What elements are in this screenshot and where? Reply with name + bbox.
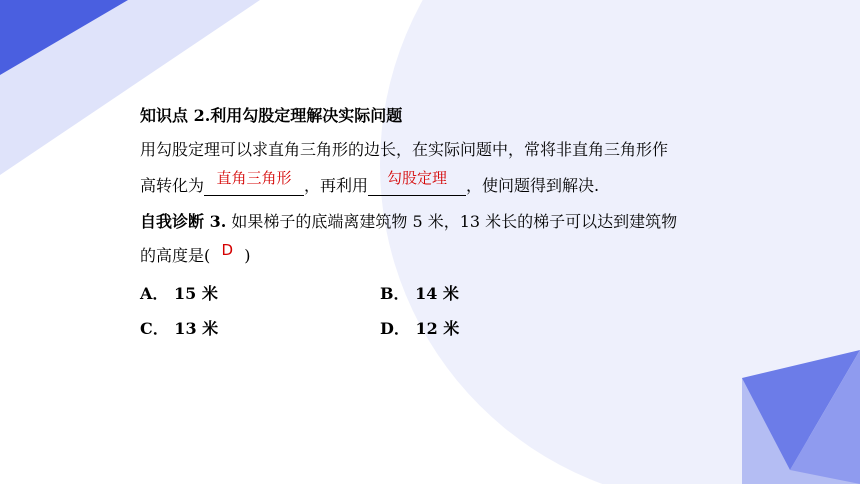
line2-suffix: ，使问题得到解决.: [466, 176, 600, 195]
option-a: A． 15 米: [140, 284, 218, 303]
question-label: 自我诊断 3.: [140, 212, 227, 231]
question-line2-prefix: 的高度是(: [140, 246, 211, 265]
paragraph-line-2: [140, 169, 600, 196]
question-line-1: [140, 212, 677, 232]
line2-mid: ，再利用: [304, 176, 369, 195]
line2-prefix: 高转化为: [140, 176, 205, 195]
option-d: D． 12 米: [380, 319, 460, 338]
blank2-answer: 勾股定理: [387, 169, 448, 187]
question-answer: D: [221, 241, 234, 259]
option-b: B． 14 米: [380, 284, 459, 303]
paragraph-line-1: 用勾股定理可以求直角三角形的边长，在实际问题中，常将非直角三角形作: [140, 140, 669, 159]
answer-blank-2: [368, 169, 466, 196]
blank1-answer: 直角三角形: [216, 169, 292, 187]
knowledge-heading: 知识点 2.利用勾股定理解决实际问题: [140, 106, 403, 125]
option-c: C． 13 米: [140, 319, 219, 338]
question-line-2: [140, 241, 251, 266]
answer-blank-1: [204, 169, 304, 196]
question-line2-suffix: ): [244, 246, 251, 265]
question-text: 如果梯子的底端离建筑物 5 米，13 米长的梯子可以达到建筑物: [226, 212, 678, 231]
